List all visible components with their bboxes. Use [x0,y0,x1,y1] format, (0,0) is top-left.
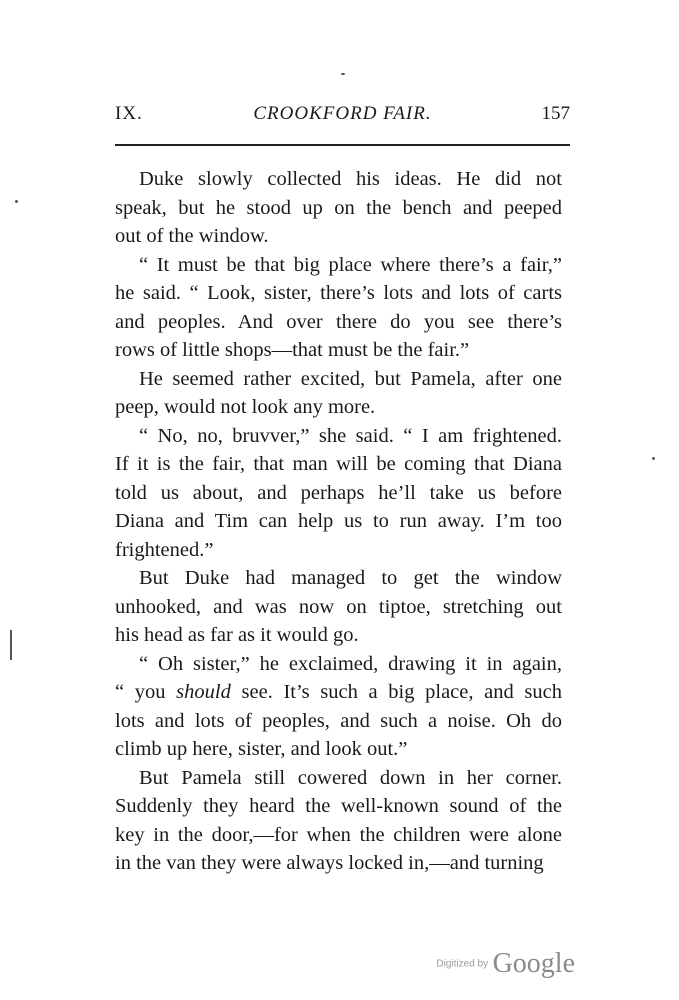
text-line: Suddenly they heard the well-known sound of the [115,795,562,817]
ink-speck [341,73,345,75]
text-line: out of the window. [115,225,269,247]
paragraph [115,165,562,251]
paragraph [115,251,562,365]
paragraph [115,422,562,565]
running-header [115,103,570,131]
ink-speck [10,630,12,660]
text-line: his head as far as it would go. [115,624,359,646]
text-line: “ you should see. It’s such a big place, and such [115,681,562,703]
text-line: “ Oh sister,” he exclaimed, drawing it in again, [139,652,562,675]
paragraph [115,365,562,422]
text-line: “ No, no, bruvver,” she said. “ I am frightened. [139,424,562,447]
digitized-by-label: Digitized by [436,958,489,970]
text-line: in the van they were always locked in,—and turning [115,852,544,874]
text-line: climb up here, sister, and look out.” [115,738,408,760]
text-line: Duke slowly collected his ideas. He did not [139,168,562,190]
paragraph [115,764,562,878]
google-logo: Google [492,948,575,979]
page-number: 157 [541,103,570,124]
text-line: “ It must be that big place where there’s a fair,” [139,253,562,276]
text-line: unhooked, and was now on tiptoe, stretching out [115,595,562,618]
chapter-number: IX. [115,103,143,124]
text-line: key in the door,—for when the children were alone [115,823,562,846]
text-line: Diana and Tim can help us to run away. I’m too [115,510,562,532]
text-line: But Duke had managed to get the window [139,567,562,589]
paragraph [115,650,562,764]
text-line: he said. “ Look, sister, there’s lots and lots of carts [115,282,562,304]
running-title: CROOKFORD FAIR. [253,103,432,124]
paragraph [115,564,562,650]
page-body [115,165,562,878]
ink-speck [15,200,18,203]
ink-speck [652,457,655,460]
text-line: He seemed rather excited, but Pamela, after one [139,367,562,390]
text-line: and peoples. And over there do you see there’s [115,310,562,333]
text-line: lots and lots of peoples, and such a noise. Oh do [115,709,562,732]
header-rule [115,144,570,146]
text-line: If it is the fair, that man will be coming that Diana [115,453,562,475]
text-line: speak, but he stood up on the bench and peeped [115,196,562,219]
text-line: rows of little shops—that must be the fair.” [115,339,470,361]
digitization-watermark [436,948,575,980]
text-line: peep, would not look any more. [115,396,376,418]
emphasis: should [176,681,231,703]
text-line: frightened.” [115,538,214,561]
text-line: told us about, and perhaps he’ll take us before [115,481,562,504]
text-line: But Pamela still cowered down in her corner. [139,766,562,789]
